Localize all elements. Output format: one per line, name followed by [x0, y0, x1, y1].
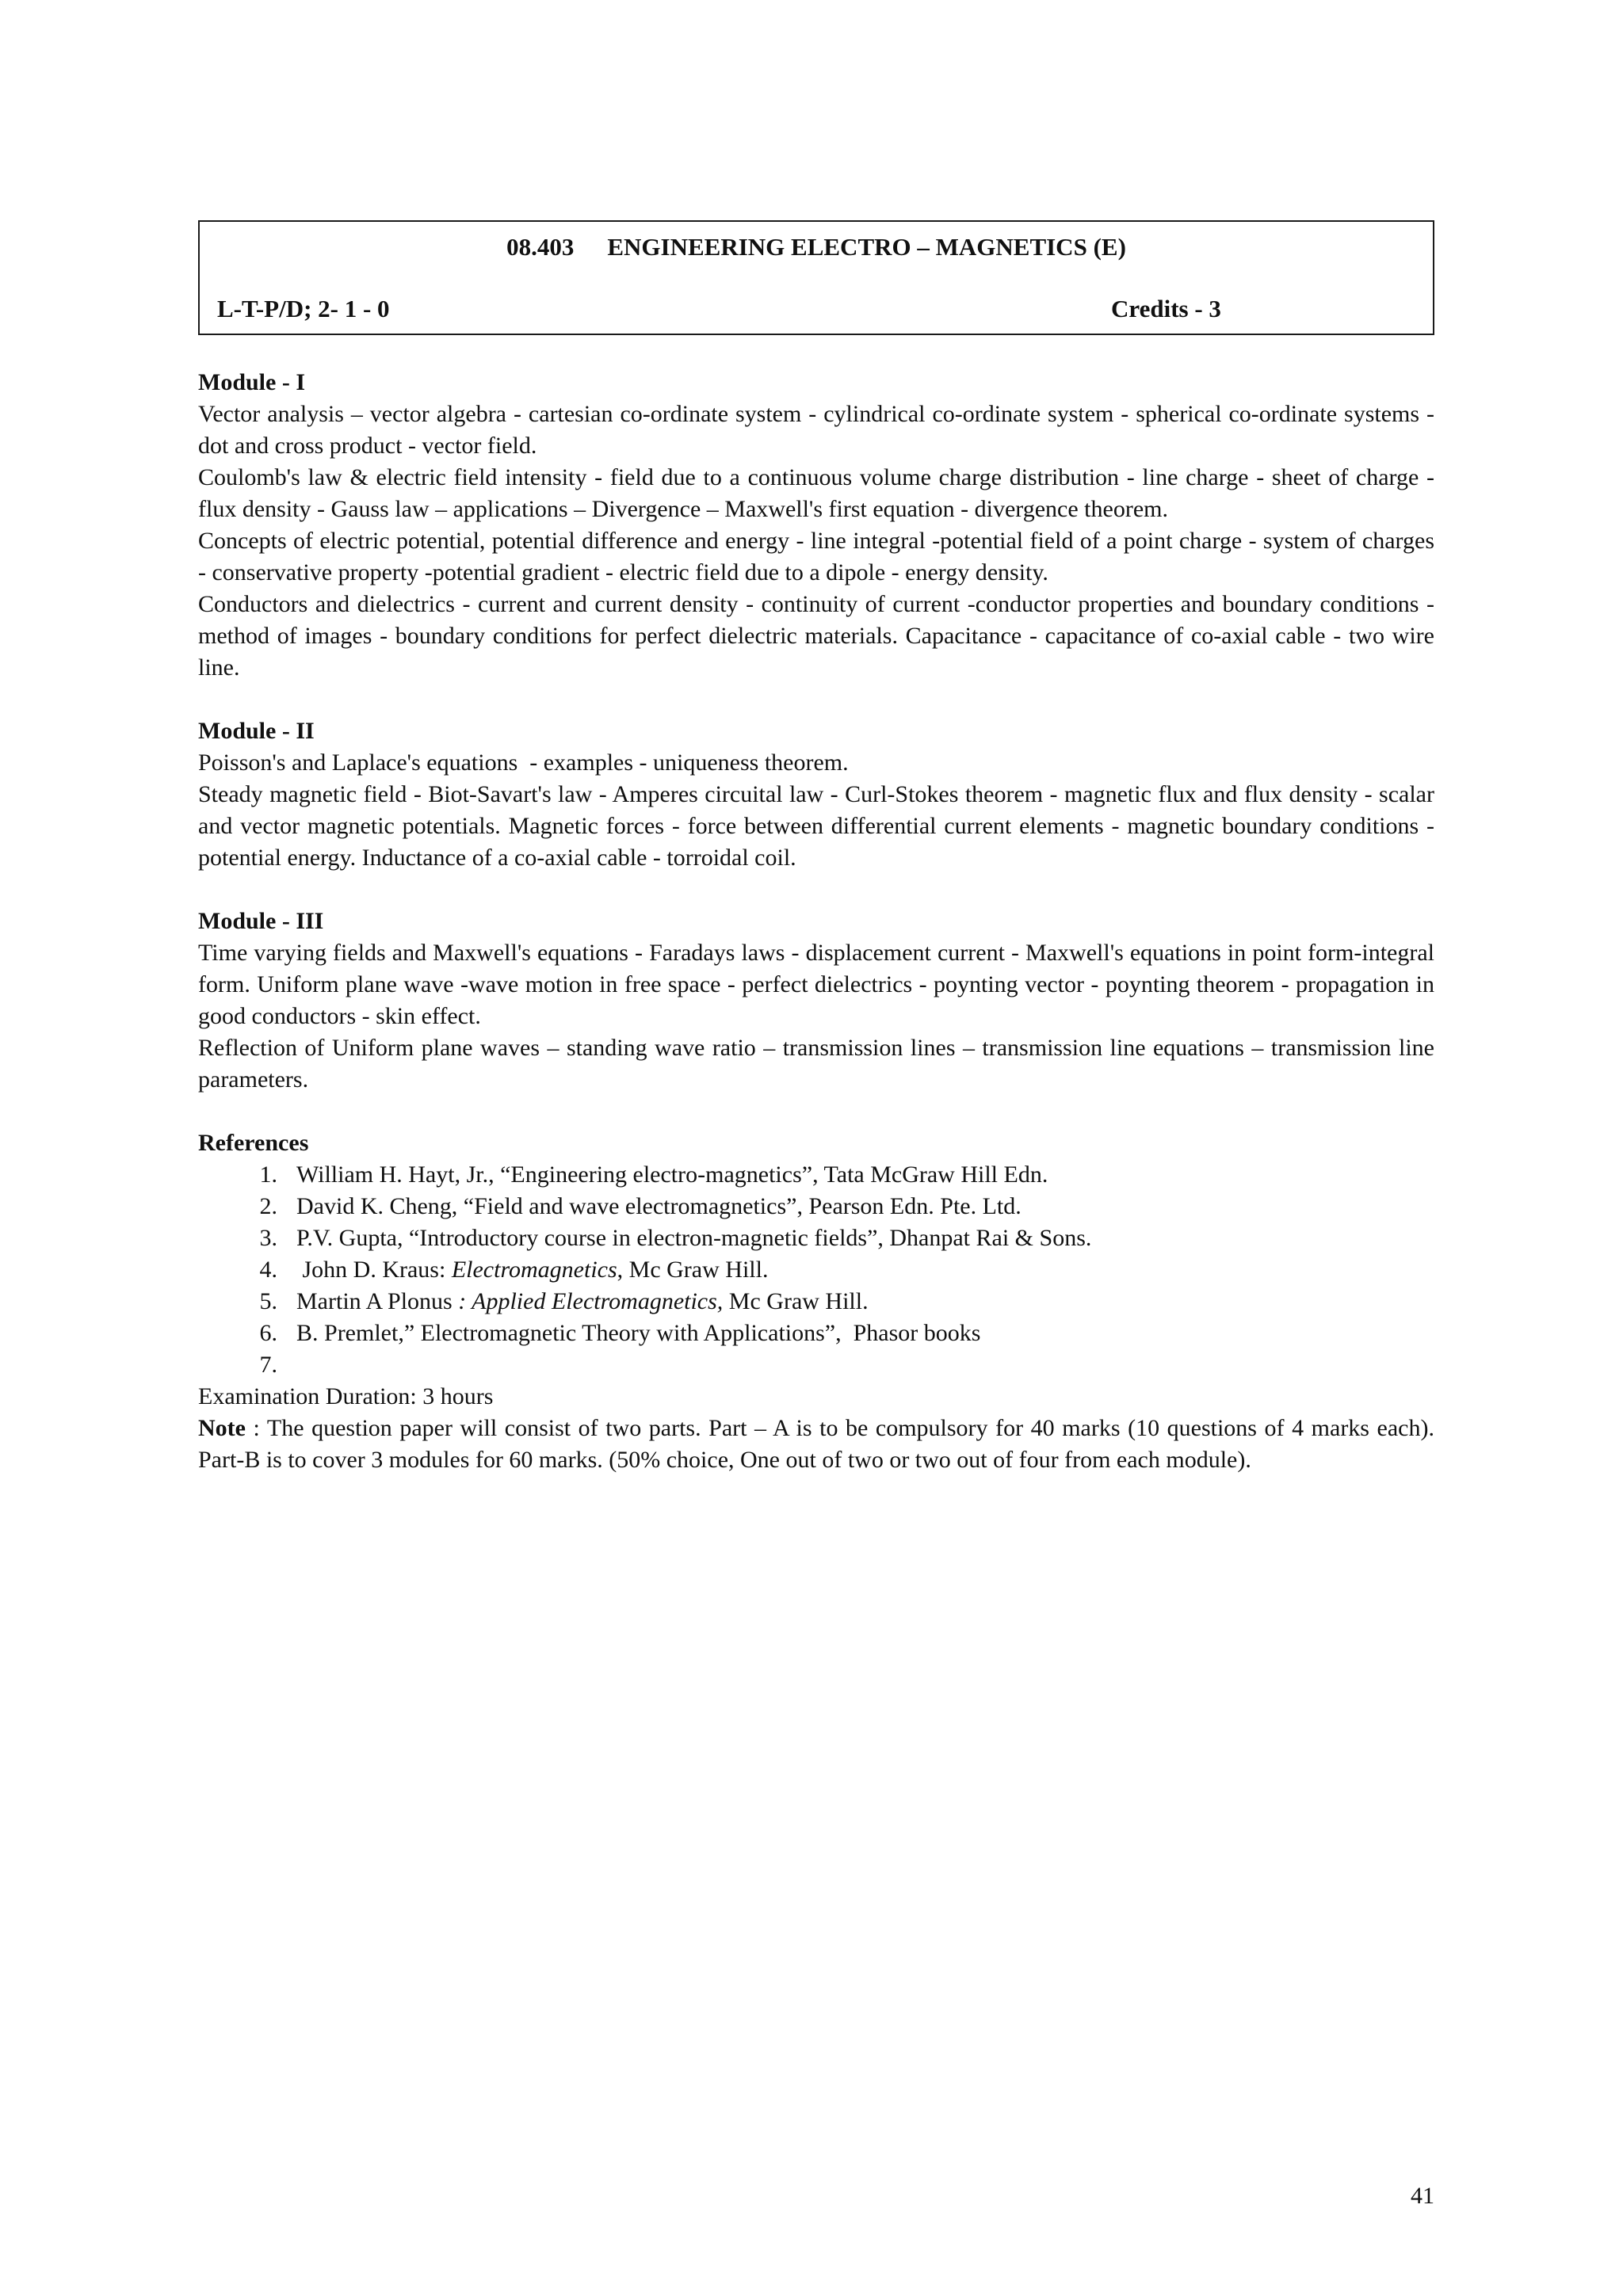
reference-item	[198, 1254, 1434, 1286]
reference-number: 6.	[259, 1320, 277, 1346]
course-header-box	[198, 220, 1434, 335]
module-paragraph: Steady magnetic field - Biot-Savart's law - Amperes circuital law - Curl-Stokes theorem - magnetic flux and flux density - scalar and vector magnetic potentials. Magnetic forces - force between differential current elements - magnetic boundary conditions - potential energy. Inductance of a co-axial cable - torroidal coil.	[198, 781, 1434, 871]
reference-publisher: , Mc Graw Hill.	[617, 1257, 769, 1283]
reference-number: 1.	[259, 1161, 277, 1188]
reference-item	[198, 1159, 1434, 1191]
note-label: Note	[198, 1415, 246, 1441]
module-3	[198, 906, 1434, 1096]
module-title: Module - I	[198, 369, 305, 395]
reference-author: Martin A Plonus	[296, 1288, 459, 1314]
reference-item	[198, 1222, 1434, 1254]
reference-item	[198, 1191, 1434, 1222]
course-title-line	[200, 233, 1433, 261]
reference-item	[198, 1349, 1434, 1381]
course-code: 08.403	[506, 233, 575, 261]
exam-note	[198, 1413, 1434, 1476]
course-title: ENGINEERING ELECTRO – MAGNETICS (E)	[607, 233, 1126, 261]
note-text: : The question paper will consist of two parts. Part – A is to be compulsory for 40 marks (10 questions of 4 marks each). Part-B is to cover 3 modules for 60 marks. (50% choice, One out of two or two out of four from each module).	[198, 1415, 1434, 1473]
module-paragraph: Vector analysis – vector algebra - cartesian co-ordinate system - cylindrical co-ordinate system - spherical co-ordinate systems - dot and cross product - vector field.	[198, 401, 1434, 459]
module-1	[198, 367, 1434, 684]
syllabus-content	[198, 367, 1434, 1476]
references-title: References	[198, 1130, 309, 1156]
reference-item	[198, 1286, 1434, 1318]
reference-text: William H. Hayt, Jr., “Engineering electro-magnetics”, Tata McGraw Hill Edn.	[296, 1161, 1048, 1188]
module-paragraph: Time varying fields and Maxwell's equations - Faradays laws - displacement current - Maxwell's equations in point form-integral form. Uniform plane wave -wave motion in free space - perfect dielectrics - poynting vector - poynting theorem - propagation in good conductors - skin effect.	[198, 940, 1434, 1029]
module-title: Module - II	[198, 718, 315, 744]
module-2	[198, 715, 1434, 874]
credits-label: Credits - 3	[1111, 295, 1221, 322]
page-number: 41	[1411, 2183, 1434, 2209]
reference-book-title: : Applied Electromagnetics,	[458, 1288, 724, 1314]
reference-text: B. Premlet,” Electromagnetic Theory with Applications”, Phasor books	[296, 1320, 981, 1346]
exam-duration: Examination Duration: 3 hours	[198, 1383, 494, 1409]
reference-number: 4.	[259, 1257, 277, 1283]
module-paragraph: Reflection of Uniform plane waves – standing wave ratio – transmission lines – transmission line equations – transmission line parameters.	[198, 1035, 1434, 1093]
references-list	[198, 1159, 1434, 1381]
syllabus-page	[198, 220, 1434, 1476]
reference-number: 5.	[259, 1288, 277, 1314]
reference-number: 3.	[259, 1225, 277, 1251]
references-section	[198, 1127, 1434, 1381]
reference-publisher: Mc Graw Hill.	[723, 1288, 869, 1314]
reference-text: David K. Cheng, “Field and wave electromagnetics”, Pearson Edn. Pte. Ltd.	[296, 1193, 1022, 1219]
reference-item	[198, 1318, 1434, 1349]
module-paragraph: Conductors and dielectrics - current and current density - continuity of current -conductor properties and boundary conditions - method of images - boundary conditions for perfect dielectric materials. Capacitance - capacitance of co-axial cable - two wire line.	[198, 591, 1434, 681]
module-title: Module - III	[198, 908, 324, 934]
module-paragraph: Poisson's and Laplace's equations - examples - uniqueness theorem.	[198, 749, 849, 776]
reference-book-title: Electromagnetics	[451, 1257, 617, 1283]
reference-number: 7.	[259, 1352, 277, 1378]
module-paragraph: Coulomb's law & electric field intensity - field due to a continuous volume charge distribution - line charge - sheet of charge - flux density - Gauss law – applications – Divergence – Maxwell's first equation - divergence theorem.	[198, 464, 1434, 522]
ltp-label: L-T-P/D; 2- 1 - 0	[217, 295, 390, 322]
reference-author: John D. Kraus:	[296, 1257, 452, 1283]
module-paragraph: Concepts of electric potential, potential difference and energy - line integral -potential field of a point charge - system of charges - conservative property -potential gradient - electric field due to a dipole - energy density.	[198, 528, 1434, 585]
reference-text: P.V. Gupta, “Introductory course in electron-magnetic fields”, Dhanpat Rai & Sons.	[296, 1225, 1092, 1251]
reference-number: 2.	[259, 1193, 277, 1219]
